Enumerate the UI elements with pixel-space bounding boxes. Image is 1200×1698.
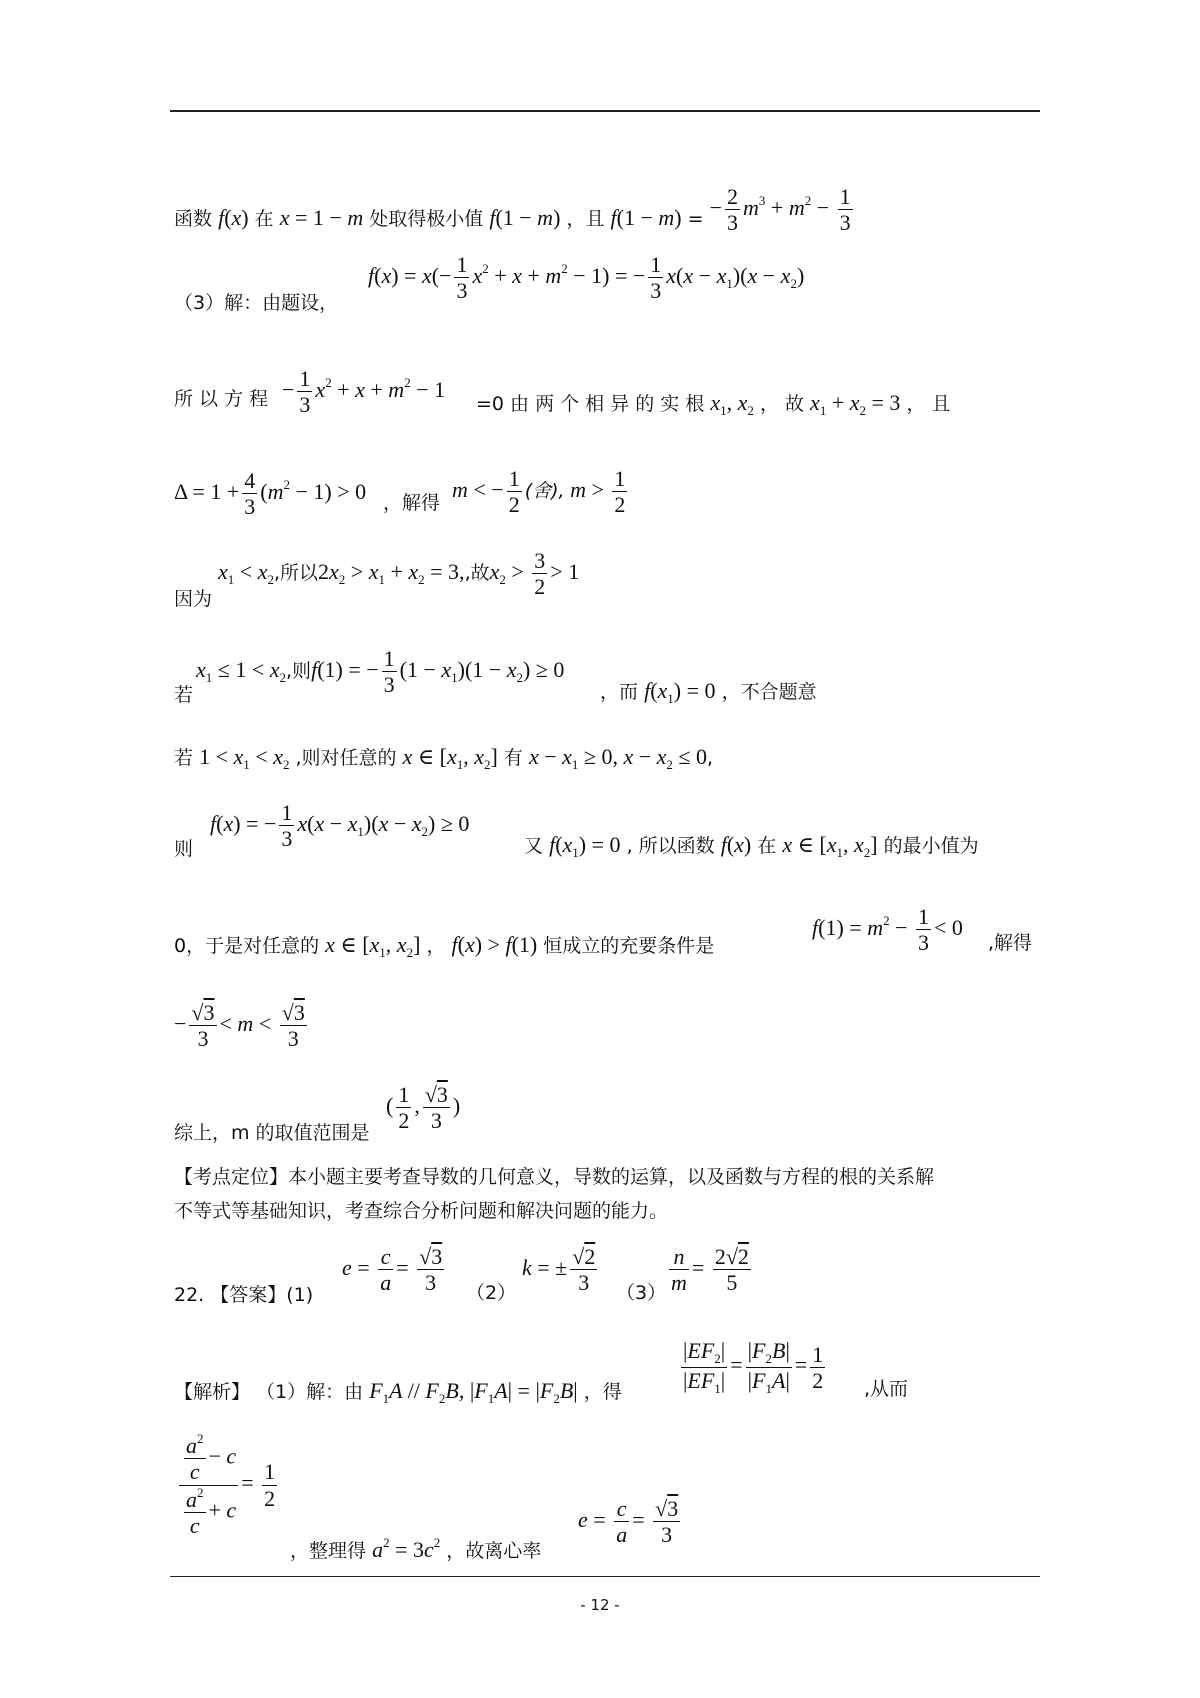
formula-answer-nm: $\frac{n}{m}$ = $\frac{2√2}{5}$ bbox=[671, 1244, 749, 1296]
line-case1: 若 bbox=[174, 684, 194, 706]
page-number: - 12 - bbox=[580, 1596, 620, 1614]
formula-x2-gt-1: $x_1 < x_2$,所以$2x_2 > x_1 + x_2 = 3$,,故$x_2$ > $\frac{3}{2}$ > 1 bbox=[218, 548, 580, 600]
line-equation-roots: 所 以 方 程 bbox=[174, 388, 269, 410]
line-discriminant: Δ = 1 + $\frac{4}{3}$ $(m^2 - 1) > 0$ bbox=[174, 468, 367, 520]
line-condition-b: ,解得 bbox=[988, 932, 1033, 954]
formula-answer-k: k = ± $\frac{√2}{3}$ bbox=[522, 1244, 596, 1296]
line-then: 则 bbox=[174, 838, 194, 860]
formula-quadratic: − $\frac{1}{3}$ $x^2 + x + m^2 - 1$ bbox=[282, 366, 446, 418]
formula-fx: f(x) bbox=[218, 204, 249, 230]
formula-f1m-2: f(1 − m) bbox=[610, 204, 682, 230]
line-equation-roots-b: =0 由 两 个 相 异 的 实 根 $x_1$, $x_2$ ， 故 $x_1 + x_2 = 3$ ， 且 bbox=[476, 390, 951, 418]
key-point-paragraph: 【考点定位】本小题主要考查导数的几何意义，导数的运算，以及函数与方程的根的关系解 bbox=[174, 1166, 935, 1188]
line-eccentricity: ，整理得 $a^2 = 3c^2$ ，故离心率 bbox=[290, 1535, 542, 1562]
line-then-b: 又 $f(x_1) = 0$ , 所以函数 f(x) 在 x ∈ [$x_1$, $x_2$] 的最小值为 bbox=[524, 832, 979, 860]
formula-ratio: $\frac{|EF_2|}{|EF_1|}$ = $\frac{|F_2B|}{|F_1A|}$ = $\frac{1}{2}$ bbox=[683, 1338, 824, 1396]
header-rule bbox=[170, 110, 1040, 112]
formula-answer-e: e = $\frac{c}{a}$ = $\frac{√3}{3}$ bbox=[342, 1244, 443, 1296]
answer-22: 22. 【答案】(1) bbox=[174, 1284, 314, 1306]
formula-case1: $x_1 \le 1 < x_2$,则f(1) = − $\frac{1}{3}$ $(1 - x_1)(1 - x_2) \ge 0$ bbox=[196, 646, 565, 698]
line-case1-b: ，而 $f(x_1) = 0$ ，不合题意 bbox=[600, 678, 817, 706]
key-point-paragraph-2: 不等式等基础知识，考查综合分析问题和解决问题的能力。 bbox=[174, 1200, 669, 1222]
formula-m-sqrt: − $\frac{√3}{3}$ < m < $\frac{√3}{3}$ bbox=[174, 1000, 305, 1052]
analysis-line-c: ,从而 bbox=[864, 1378, 909, 1400]
analysis-line: 【解析】 （1）解：由 $F_1A // F_2B$, $|F_1A| = |F_2B|$ ，得 bbox=[174, 1378, 622, 1406]
formula-f1-lt-0: $f(1) = m^2$ − $\frac{1}{3}$ < 0 bbox=[812, 904, 963, 956]
formula-f1m: f(1 − m) bbox=[489, 204, 561, 230]
line-discriminant-b: ，解得 bbox=[383, 492, 441, 514]
line-condition: 0，于是对任意的 x ∈ [$x_1$, $x_2$] ， f(x) > f(1) 恒成立的充要条件是 bbox=[174, 932, 715, 960]
footer-rule bbox=[170, 1576, 1040, 1577]
formula-x-eq: x = 1 − m bbox=[279, 204, 364, 230]
formula-eccentricity: e = $\frac{c}{a}$ = $\frac{√3}{3}$ bbox=[578, 1496, 679, 1548]
line-case2: 若 $1 < x_1 < x_2$ ,则对任意的 x ∈ [$x_1$, $x_2$] 有 $x - x_1 \ge 0$, $x - x_2 \le 0$, bbox=[174, 744, 714, 772]
formula-compound-fraction: $\frac{a^2}{c}$ − c $\frac{a^2}{c}$ + c = $\frac{1}{2}$ bbox=[176, 1432, 280, 1538]
line-conclusion: 综上，m 的取值范围是 bbox=[174, 1122, 370, 1144]
line-because: 因为 bbox=[174, 588, 213, 610]
formula-m-range: m < − $\frac{1}{2}$ (舍), m > $\frac{1}{2}$ bbox=[452, 466, 626, 518]
formula-factorization: f(x) = x(− $\frac{1}{3}$ $x^2 + x + m^2 - 1$) = − $\frac{1}{3}$ $x(x - x_1)(x - x_2)$ bbox=[368, 252, 805, 304]
line-minimum-value: 函数 f(x) 在 x = 1 − m 处取得极小值 f(1 − m) ，且 f(1 − m) = − $\frac{2}{3}$ $m^3 + m^2$ − $\frac{1}{3}$ bbox=[174, 184, 856, 236]
formula-final-range: ( $\frac{1}{2}$ , $\frac{√3}{3}$ ) bbox=[386, 1082, 461, 1134]
answer-22-b: （2） bbox=[466, 1282, 517, 1304]
line-part3: （3）解：由题设， bbox=[174, 292, 339, 314]
answer-22-c: （3） bbox=[616, 1282, 667, 1304]
formula-fx-ge-0: f(x) = − $\frac{1}{3}$ $x(x - x_1)(x - x_2) \ge 0$ bbox=[210, 800, 470, 852]
formula-min-value: − $\frac{2}{3}$ $m^3 + m^2$ − $\frac{1}{3}$ bbox=[709, 184, 851, 236]
